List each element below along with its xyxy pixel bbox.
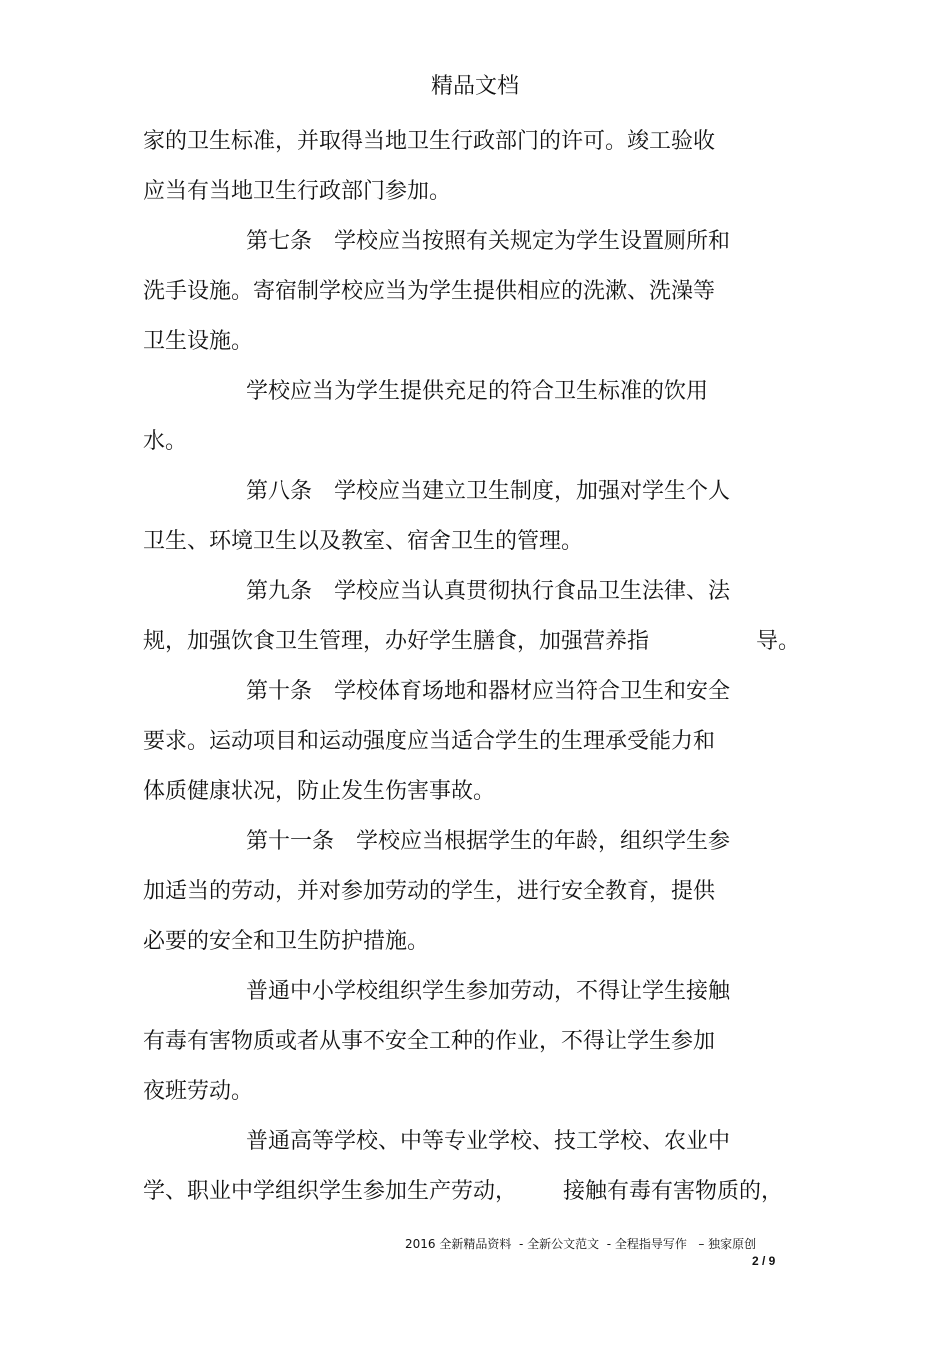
page-number: 2 / 9 — [752, 1254, 776, 1268]
text-line: 第十条 学校体育场地和器材应当符合卫生和安全 — [246, 679, 731, 704]
text-line: 应当有当地卫生行政部门参加。 — [143, 179, 452, 204]
text-line: 第十一条 学校应当根据学生的年龄，组织学生参 — [246, 829, 731, 854]
text-line: 接触有毒有害物质的， — [563, 1179, 784, 1204]
text-line: 加适当的劳动，并对参加劳动的学生，进行安全教育，提供 — [143, 879, 716, 904]
text-line: 第七条 学校应当按照有关规定为学生设置厕所和 — [246, 229, 731, 254]
page-footer-text: 2016 全新精品资料 - 全新公文范文 - 全程指导写作 – 独家原创 — [405, 1237, 757, 1251]
text-line: 卫生设施。 — [143, 329, 254, 354]
text-line: 普通高等学校、中等专业学校、技工学校、农业中 — [246, 1129, 731, 1154]
text-line: 导。 — [756, 629, 801, 654]
text-line: 卫生、环境卫生以及教室、宿舍卫生的管理。 — [143, 529, 584, 554]
text-line: 第八条 学校应当建立卫生制度，加强对学生个人 — [246, 479, 731, 504]
text-line: 有毒有害物质或者从事不安全工种的作业，不得让学生参加 — [143, 1029, 716, 1054]
text-line: 学校应当为学生提供充足的符合卫生标准的饮用 — [246, 379, 709, 404]
text-line: 要求。运动项目和运动强度应当适合学生的生理承受能力和 — [143, 729, 716, 754]
text-line: 家的卫生标准，并取得当地卫生行政部门的许可。竣工验收 — [143, 129, 716, 154]
page-header-title: 精品文档 — [430, 74, 519, 99]
text-line: 普通中小学校组织学生参加劳动，不得让学生接触 — [246, 979, 731, 1004]
text-line: 体质健康状况，防止发生伤害事故。 — [143, 779, 496, 804]
text-line: 第九条 学校应当认真贯彻执行食品卫生法律、法 — [246, 579, 731, 604]
text-line: 水。 — [143, 429, 188, 454]
text-line: 必要的安全和卫生防护措施。 — [143, 929, 430, 954]
text-line: 洗手设施。寄宿制学校应当为学生提供相应的洗漱、洗澡等 — [143, 279, 716, 304]
text-line: 规，加强饮食卫生管理，办好学生膳食，加强营养指 — [143, 629, 650, 654]
text-line: 学、职业中学组织学生参加生产劳动， — [143, 1179, 518, 1204]
text-line: 夜班劳动。 — [143, 1079, 254, 1104]
